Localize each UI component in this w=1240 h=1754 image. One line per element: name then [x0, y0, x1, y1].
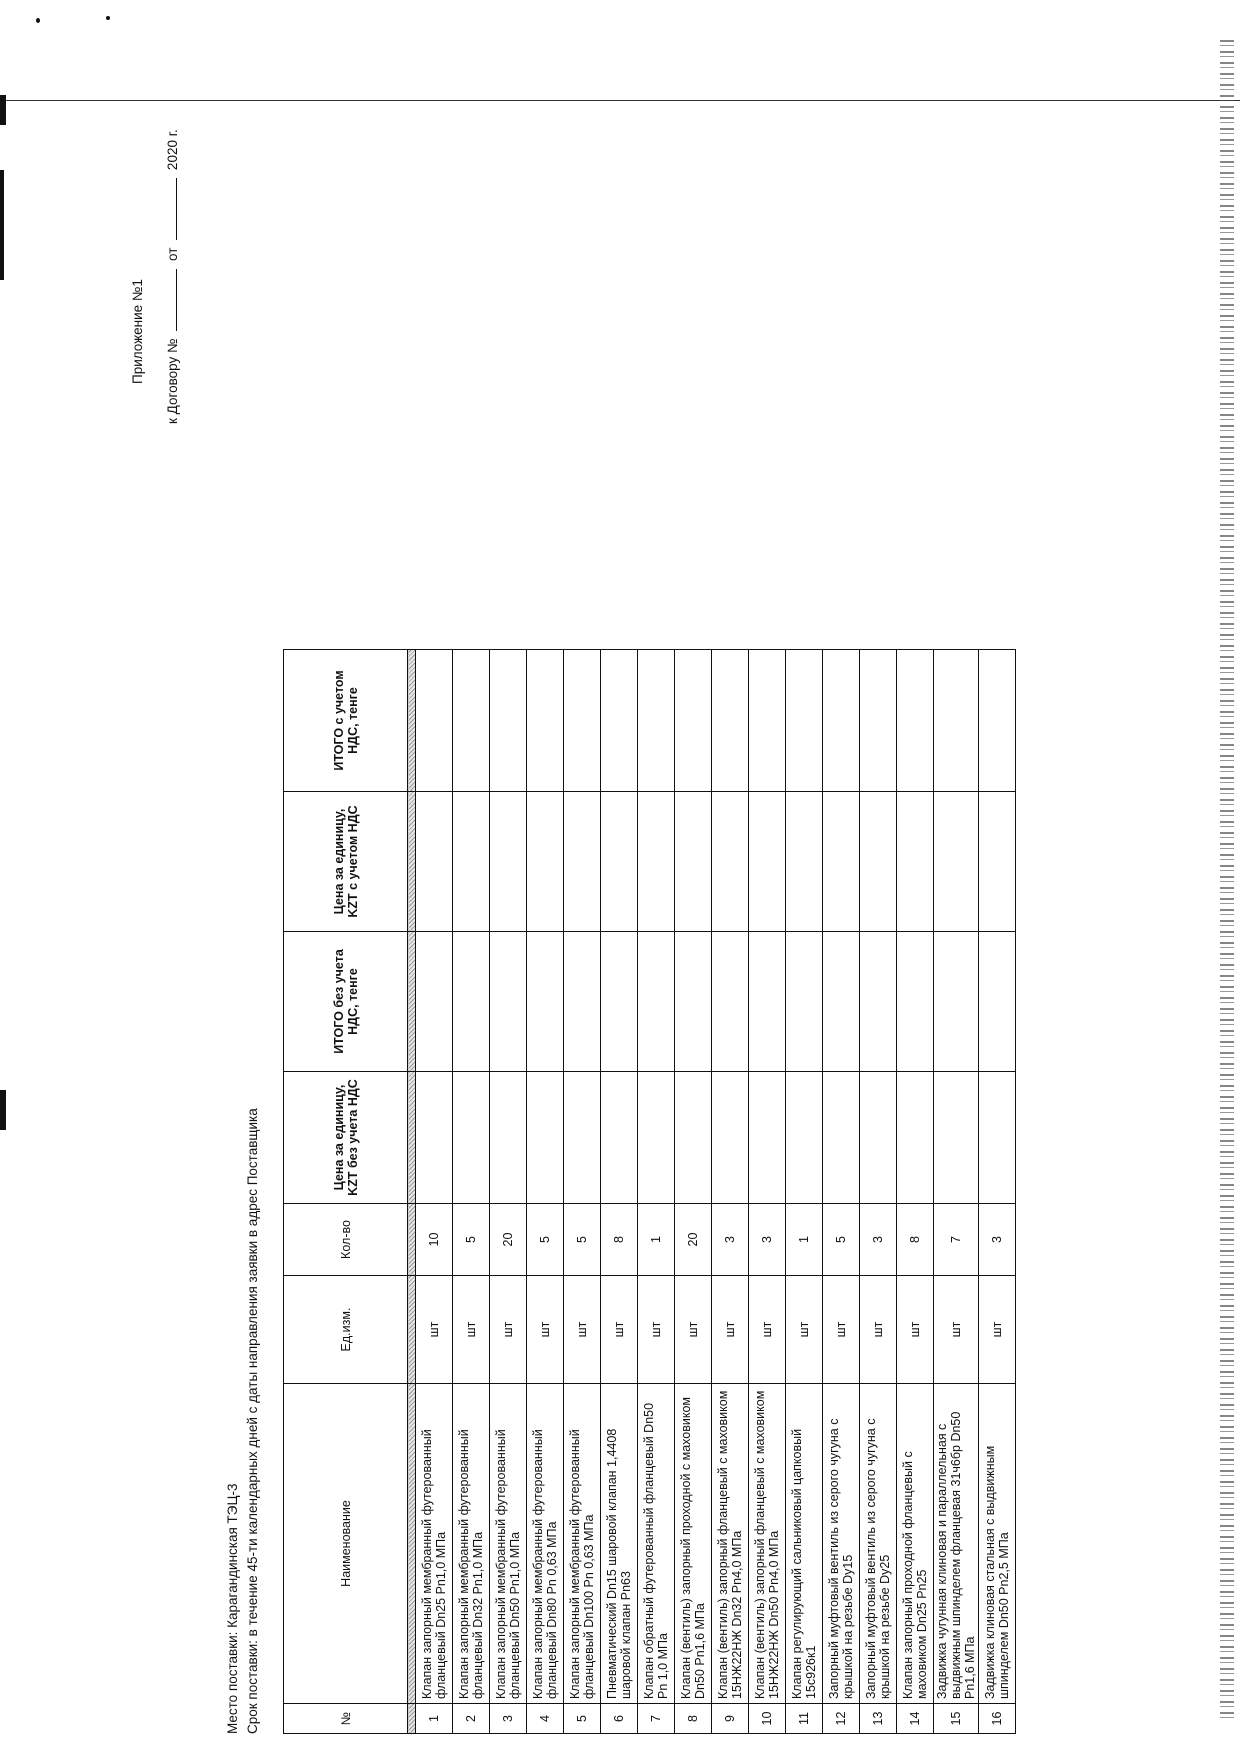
unit-price-vat-cell [860, 792, 897, 932]
unit-cell: шт [601, 1276, 638, 1384]
total-net-cell [490, 932, 527, 1072]
row-number-cell: 14 [897, 1704, 934, 1734]
item-name-cell: Клапан (вентиль) запорный проходной с маховиком Dn50 Pn1,6 МПа [675, 1384, 712, 1704]
row-number-cell: 16 [979, 1704, 1016, 1734]
row-number-cell: 6 [601, 1704, 638, 1734]
unit-price-vat-cell [453, 792, 490, 932]
unit-cell: шт [897, 1276, 934, 1384]
row-number-cell: 2 [453, 1704, 490, 1734]
column-header: ИТОГО без учета НДС, тенге [284, 932, 408, 1072]
unit-price-net-cell [490, 1072, 527, 1204]
quantity-cell: 10 [416, 1204, 453, 1276]
table-row [749, 650, 786, 1734]
table-row [897, 650, 934, 1734]
total-vat-cell [823, 650, 860, 792]
total-vat-cell [490, 650, 527, 792]
column-header: Цена за единицу, KZT без учета НДС [284, 1072, 408, 1204]
unit-price-net-cell [979, 1072, 1016, 1204]
item-name-cell: Пневматический Dn15 шаровой клапан 1,4408 шаровой клапан Pn63 [601, 1384, 638, 1704]
unit-cell: шт [675, 1276, 712, 1384]
shaded-cell [408, 1384, 416, 1704]
total-net-cell [527, 932, 564, 1072]
total-vat-cell [860, 650, 897, 792]
contract-year: 2020 г. [165, 129, 180, 171]
total-vat-cell [601, 650, 638, 792]
item-name-cell: Клапан запорный мембранный футерованный фланцевый Dn100 Pn 0,63 МПа [564, 1384, 601, 1704]
contract-from: от [165, 247, 180, 261]
table-row [979, 650, 1016, 1734]
quantity-cell: 20 [490, 1204, 527, 1276]
row-number-cell: 11 [786, 1704, 823, 1734]
table-row [675, 650, 712, 1734]
unit-cell: шт [712, 1276, 749, 1384]
unit-price-net-cell [601, 1072, 638, 1204]
shaded-cell [408, 792, 416, 932]
table-row [564, 650, 601, 1734]
total-vat-cell [979, 650, 1016, 792]
unit-cell: шт [979, 1276, 1016, 1384]
column-header: Кол-во [284, 1204, 408, 1276]
shaded-cell [408, 650, 416, 792]
row-number-cell: 9 [712, 1704, 749, 1734]
shaded-cell [408, 1072, 416, 1204]
unit-cell: шт [860, 1276, 897, 1384]
table-row [453, 650, 490, 1734]
row-number-cell: 1 [416, 1704, 453, 1734]
delivery-term: Срок поставки: в течение 45-ти календарных дней с даты направления заявки в адрес Поставщика [245, 1108, 260, 1734]
row-number-cell: 13 [860, 1704, 897, 1734]
annex-title: Приложение №1 [130, 279, 145, 384]
total-net-cell [934, 932, 979, 1072]
row-number-cell: 15 [934, 1704, 979, 1734]
unit-price-net-cell [527, 1072, 564, 1204]
total-vat-cell [897, 650, 934, 792]
quantity-cell: 3 [979, 1204, 1016, 1276]
unit-price-vat-cell [979, 792, 1016, 932]
table-header-row [284, 650, 408, 1734]
item-name-cell: Клапан запорный мембранный футерованный фланцевый Dn25 Pn1,0 МПа [416, 1384, 453, 1704]
item-name-cell: Клапан запорный мембранный футерованный фланцевый Dn50 Pn1,0 МПа [490, 1384, 527, 1704]
unit-price-net-cell [934, 1072, 979, 1204]
total-vat-cell [934, 650, 979, 792]
shaded-cell [408, 932, 416, 1072]
unit-price-vat-cell [823, 792, 860, 932]
quantity-cell: 5 [453, 1204, 490, 1276]
row-number-cell: 4 [527, 1704, 564, 1734]
unit-cell: шт [749, 1276, 786, 1384]
total-vat-cell [786, 650, 823, 792]
total-vat-cell [712, 650, 749, 792]
total-net-cell [416, 932, 453, 1072]
shaded-separator-row [408, 650, 416, 1734]
contract-date-blank [176, 178, 177, 240]
column-header: Наименование [284, 1384, 408, 1704]
unit-price-net-cell [638, 1072, 675, 1204]
total-vat-cell [564, 650, 601, 792]
row-number-cell: 8 [675, 1704, 712, 1734]
unit-price-net-cell [416, 1072, 453, 1204]
column-header: ИТОГО с учетом НДС, тенге [284, 650, 408, 792]
unit-price-net-cell [749, 1072, 786, 1204]
quantity-cell: 8 [601, 1204, 638, 1276]
quantity-cell: 5 [823, 1204, 860, 1276]
table-body [408, 650, 1016, 1734]
item-name-cell: Клапан (вентиль) запорный фланцевый с маховиком 15НЖ22НЖ Dn50 Pn4,0 МПа [749, 1384, 786, 1704]
table-row [638, 650, 675, 1734]
unit-price-vat-cell [786, 792, 823, 932]
quantity-cell: 20 [675, 1204, 712, 1276]
unit-price-net-cell [897, 1072, 934, 1204]
item-name-cell: Задвижка клиновая стальная с выдвижным шпинделем Dn50 Pn2,5 МПа [979, 1384, 1016, 1704]
table-row [934, 650, 979, 1734]
row-number-cell: 3 [490, 1704, 527, 1734]
total-net-cell [638, 932, 675, 1072]
table-row [416, 650, 453, 1734]
total-net-cell [675, 932, 712, 1072]
total-net-cell [897, 932, 934, 1072]
unit-price-vat-cell [638, 792, 675, 932]
total-net-cell [979, 932, 1016, 1072]
contract-number-blank [176, 269, 177, 331]
item-name-cell: Клапан запорный мембранный футерованный фланцевый Dn32 Pn1,0 МПа [453, 1384, 490, 1704]
total-net-cell [453, 932, 490, 1072]
unit-price-vat-cell [897, 792, 934, 932]
item-name-cell: Задвижка чугунная клиновая и параллельная с выдвижным шпинделем фланцевая 31ч6бр Dn50 Pn1,6 МПа [934, 1384, 979, 1704]
table-row [601, 650, 638, 1734]
shaded-cell [408, 1704, 416, 1734]
unit-cell: шт [638, 1276, 675, 1384]
unit-price-vat-cell [416, 792, 453, 932]
table-row [490, 650, 527, 1734]
row-number-cell: 7 [638, 1704, 675, 1734]
unit-price-vat-cell [527, 792, 564, 932]
unit-price-net-cell [453, 1072, 490, 1204]
row-number-cell: 10 [749, 1704, 786, 1734]
total-net-cell [786, 932, 823, 1072]
unit-price-vat-cell [712, 792, 749, 932]
unit-price-net-cell [823, 1072, 860, 1204]
total-net-cell [601, 932, 638, 1072]
total-vat-cell [527, 650, 564, 792]
quantity-cell: 1 [786, 1204, 823, 1276]
total-net-cell [823, 932, 860, 1072]
unit-price-net-cell [675, 1072, 712, 1204]
unit-price-vat-cell [749, 792, 786, 932]
total-vat-cell [416, 650, 453, 792]
row-number-cell: 5 [564, 1704, 601, 1734]
item-name-cell: Клапан запорный мембранный футерованный фланцевый Dn80 Pn 0,63 МПа [527, 1384, 564, 1704]
total-net-cell [564, 932, 601, 1072]
item-name-cell: Клапан регулирующий сальниковый цапковый 15с926к1 [786, 1384, 823, 1704]
item-name-cell: Клапан запорный проходной фланцевый с маховиком Dn25 Pn25 [897, 1384, 934, 1704]
contract-prefix: к Договору № [165, 338, 180, 424]
shaded-cell [408, 1204, 416, 1276]
unit-cell: шт [934, 1276, 979, 1384]
column-header: № [284, 1704, 408, 1734]
item-name-cell: Запорный муфтовый вентиль из серого чугуна с крышкой на резьбе Dy25 [860, 1384, 897, 1704]
unit-cell: шт [453, 1276, 490, 1384]
unit-cell: шт [490, 1276, 527, 1384]
total-vat-cell [749, 650, 786, 792]
unit-price-net-cell [712, 1072, 749, 1204]
total-vat-cell [675, 650, 712, 792]
price-table [283, 649, 1016, 1734]
total-net-cell [712, 932, 749, 1072]
unit-price-vat-cell [934, 792, 979, 932]
unit-price-vat-cell [601, 792, 638, 932]
item-name-cell: Запорный муфтовый вентиль из серого чугуна с крышкой на резьбе Dy15 [823, 1384, 860, 1704]
quantity-cell: 1 [638, 1204, 675, 1276]
contract-reference [165, 129, 180, 424]
total-vat-cell [453, 650, 490, 792]
item-name-cell: Клапан (вентиль) запорный фланцевый с маховиком 15НЖ22НЖ Dn32 Pn4,0 МПа [712, 1384, 749, 1704]
total-vat-cell [638, 650, 675, 792]
unit-price-vat-cell [675, 792, 712, 932]
quantity-cell: 8 [897, 1204, 934, 1276]
table-row [527, 650, 564, 1734]
quantity-cell: 5 [527, 1204, 564, 1276]
unit-cell: шт [786, 1276, 823, 1384]
unit-price-net-cell [860, 1072, 897, 1204]
table-row [860, 650, 897, 1734]
table-row [823, 650, 860, 1734]
unit-cell: шт [564, 1276, 601, 1384]
unit-cell: шт [527, 1276, 564, 1384]
shaded-cell [408, 1276, 416, 1384]
table-row [786, 650, 823, 1734]
total-net-cell [749, 932, 786, 1072]
table-row [712, 650, 749, 1734]
quantity-cell: 3 [860, 1204, 897, 1276]
delivery-place: Место поставки: Карагандинская ТЭЦ-3 [225, 1483, 240, 1734]
item-name-cell: Клапан обратный футерованный фланцевый Dn50 Pn 1,0 МПа [638, 1384, 675, 1704]
unit-price-net-cell [786, 1072, 823, 1204]
unit-price-vat-cell [490, 792, 527, 932]
row-number-cell: 12 [823, 1704, 860, 1734]
unit-price-vat-cell [564, 792, 601, 932]
quantity-cell: 3 [712, 1204, 749, 1276]
unit-cell: шт [823, 1276, 860, 1384]
quantity-cell: 7 [934, 1204, 979, 1276]
total-net-cell [860, 932, 897, 1072]
quantity-cell: 3 [749, 1204, 786, 1276]
quantity-cell: 5 [564, 1204, 601, 1276]
unit-price-net-cell [564, 1072, 601, 1204]
column-header: Цена за единицу, KZT с учетом НДС [284, 792, 408, 932]
column-header: Ед.изм. [284, 1276, 408, 1384]
unit-cell: шт [416, 1276, 453, 1384]
